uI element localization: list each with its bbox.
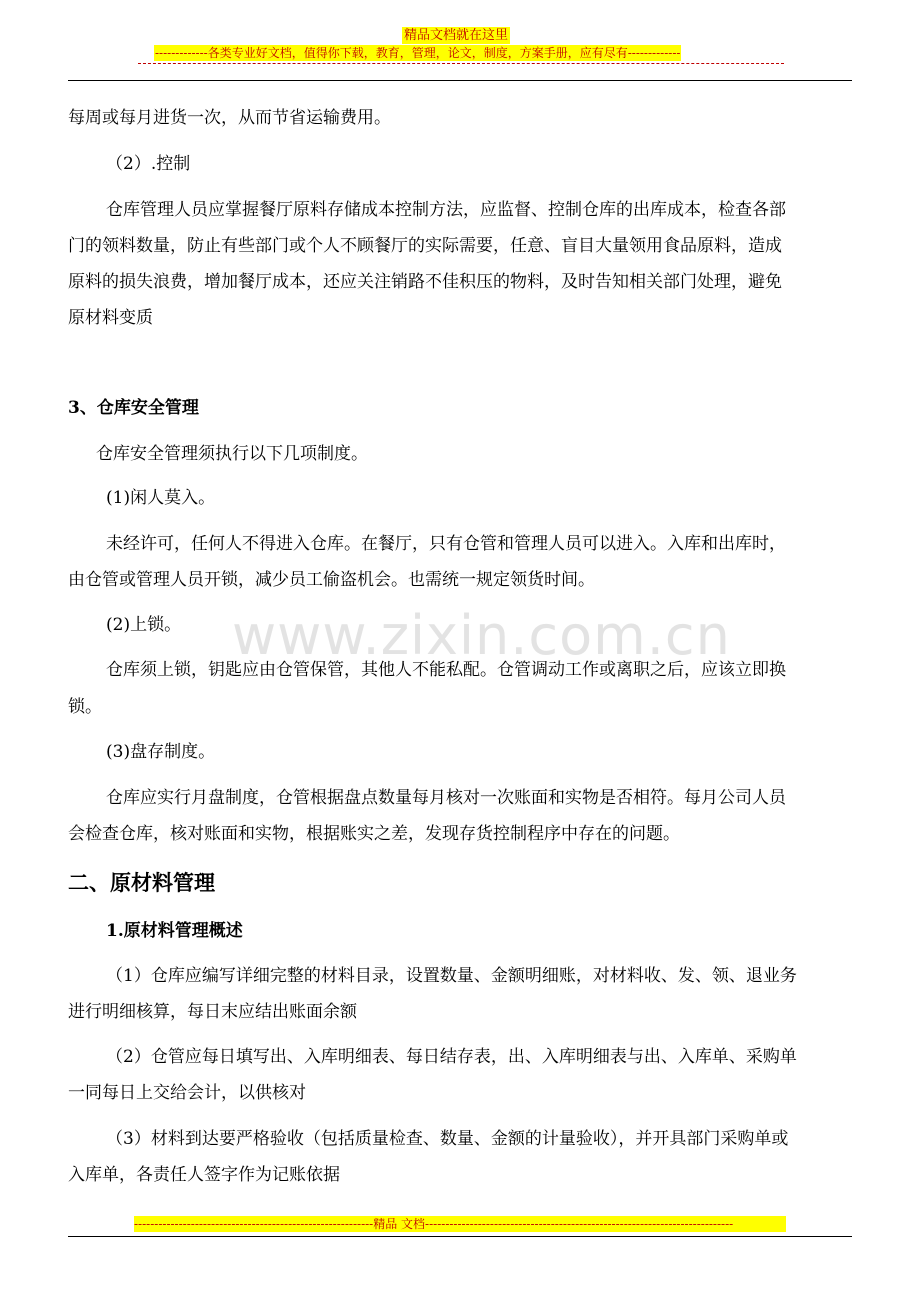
paragraph: 由仓管或管理人员开锁，减少员工偷盗机会。也需统一规定领货时间。 bbox=[68, 570, 595, 590]
paragraph: （2）仓管应每日填写出、入库明细表、每日结存表，出、入库明细表与出、入库单、采购单 bbox=[106, 1047, 797, 1067]
list-item: (2)上锁。 bbox=[106, 615, 182, 635]
header-rule bbox=[68, 80, 852, 81]
footer-rule bbox=[68, 1236, 852, 1237]
chapter-heading: 二、原材料管理 bbox=[68, 871, 215, 895]
paragraph: 进行明细核算，每日末应结出账面余额 bbox=[68, 1002, 357, 1022]
paragraph: （3）材料到达要严格验收（包括质量检查、数量、金额的计量验收），并开具部门采购单或 bbox=[106, 1129, 789, 1149]
header-dashed-divider bbox=[138, 63, 784, 64]
header-tagline: -------------各类专业好文档，值得你下载，教育，管理，论文，制度，方案手册，应有尽有------------- bbox=[155, 46, 681, 60]
paragraph: 仓库须上锁，钥匙应由仓管保管，其他人不能私配。仓管调动工作或离职之后，应该立即换 bbox=[106, 660, 786, 680]
paragraph: 原料的损失浪费，增加餐厅成本，还应关注销路不佳积压的物料，及时告知相关部门处理，避免 bbox=[68, 272, 782, 292]
section-heading: 3、仓库安全管理 bbox=[68, 398, 199, 418]
footer-banner: -----------------------------------------------------------精品 文档---------------------------------------------------------------------------- bbox=[134, 1216, 786, 1232]
paragraph: （1）仓库应编写详细完整的材料目录，设置数量、金额明细账，对材料收、发、领、退业务 bbox=[106, 966, 797, 986]
header-title: 精品文档就在这里 bbox=[404, 28, 509, 43]
paragraph: 原材料变质 bbox=[68, 308, 153, 328]
paragraph: 未经许可，任何人不得进入仓库。在餐厅，只有仓管和管理人员可以进入。入库和出库时， bbox=[106, 534, 786, 554]
paragraph: 每周或每月进货一次，从而节省运输费用。 bbox=[68, 108, 391, 128]
watermark: www.zixin.com.cn bbox=[232, 604, 731, 667]
paragraph: 仓库应实行月盘制度，仓管根据盘点数量每月核对一次账面和实物是否相符。每月公司人员 bbox=[106, 788, 786, 808]
paragraph: 锁。 bbox=[68, 697, 102, 717]
list-item: (1)闲人莫入。 bbox=[106, 488, 216, 508]
subheading: （2）.控制 bbox=[106, 154, 191, 174]
paragraph: 门的领料数量，防止有些部门或个人不顾餐厅的实际需要，任意、盲目大量领用食品原料，造成 bbox=[68, 236, 782, 256]
paragraph: 一同每日上交给会计，以供核对 bbox=[68, 1083, 306, 1103]
paragraph: 仓库管理人员应掌握餐厅原料存储成本控制方法，应监督、控制仓库的出库成本，检查各部 bbox=[106, 200, 786, 220]
section-heading: 1.原材料管理概述 bbox=[106, 921, 243, 941]
list-item: (3)盘存制度。 bbox=[106, 742, 216, 762]
paragraph: 仓库安全管理须执行以下几项制度。 bbox=[96, 444, 368, 464]
paragraph: 入库单，各责任人签字作为记账依据 bbox=[68, 1165, 340, 1185]
paragraph: 会检查仓库，核对账面和实物，根据账实之差，发现存货控制程序中存在的问题。 bbox=[68, 824, 680, 844]
